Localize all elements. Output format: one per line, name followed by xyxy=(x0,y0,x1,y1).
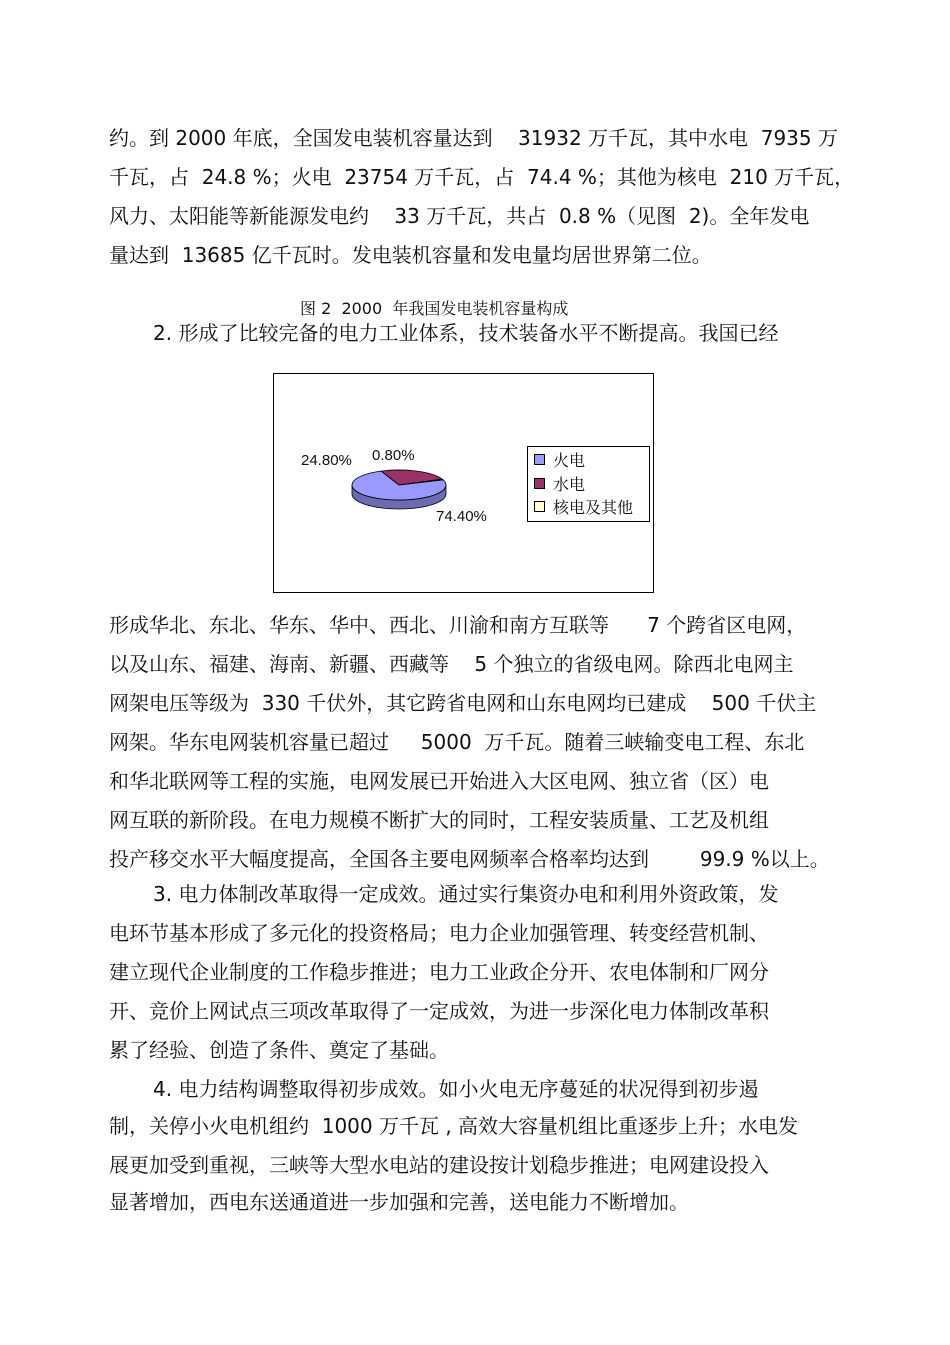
text-line: 投产移交水平大幅度提高，全国各主要电网频率合格率均达到 99.9 %以上。 xyxy=(109,847,830,871)
slice-label-hydro: 24.80% xyxy=(301,452,352,469)
legend-swatch-hydro xyxy=(534,478,545,489)
text-line: 建立现代企业制度的工作稳步推进；电力工业政企分开、农电体制和厂网分 xyxy=(109,960,769,984)
text-line: 和华北联网等工程的实施，电网发展已开始进入大区电网、独立省（区）电 xyxy=(109,769,769,793)
text-line: 网架。华东电网装机容量已超过 5000 万千瓦。随着三峡输变电工程、东北 xyxy=(109,730,805,754)
legend-label: 核电及其他 xyxy=(553,498,634,517)
text-line: 量达到 13685 亿千瓦时。发电装机容量和发电量均居世界第二位。 xyxy=(109,243,712,267)
text-line: 网架电压等级为 330 千伏外，其它跨省电网和山东电网均已建成 500 千伏主 xyxy=(109,691,817,715)
legend-label: 火电 xyxy=(553,451,586,470)
legend-item-thermal xyxy=(534,450,649,472)
legend-item-hydro xyxy=(534,474,649,496)
legend-swatch-thermal xyxy=(534,454,545,465)
text-line: 展更加受到重视，三峡等大型水电站的建设按计划稳步推进；电网建设投入 xyxy=(109,1153,769,1177)
text-line: 网互联的新阶段。在电力规模不断扩大的同时，工程安装质量、工艺及机组 xyxy=(109,808,769,832)
text-line: 3. 电力体制改革取得一定成效。通过实行集资办电和利用外资政策，发 xyxy=(153,882,779,906)
text-line: 开、竞价上网试点三项改革取得了一定成效，为进一步深化电力体制改革积 xyxy=(109,999,769,1023)
legend-swatch-other xyxy=(534,501,545,512)
text-line: 制，关停小火电机组约 1000 万千瓦 , 高效大容量机组比重逐步上升；水电发 xyxy=(109,1114,799,1138)
slice-label-other: 0.80% xyxy=(372,447,415,464)
text-line: 形成华北、东北、华东、华中、西北、川渝和南方互联等 7 个跨省区电网， xyxy=(109,613,807,637)
text-line: 千瓦，占 24.8 %；火电 23754 万千瓦，占 74.4 %；其他为核电 210 万千瓦， xyxy=(109,165,855,189)
slice-label-thermal: 74.40% xyxy=(436,508,487,525)
legend-label: 水电 xyxy=(553,475,586,494)
text-line: 电环节基本形成了多元化的投资格局；电力企业加强管理、转变经营机制、 xyxy=(109,921,769,945)
text-line: 约。到 2000 年底，全国发电装机容量达到 31932 万千瓦，其中水电 7935 万 xyxy=(109,126,838,150)
text-line: 4. 电力结构调整取得初步成效。如小火电无序蔓延的状况得到初步遏 xyxy=(153,1077,759,1101)
text-line: 风力、太阳能等新能源发电约 33 万千瓦，共占 0.8 %（见图 2)。全年发电 xyxy=(109,204,810,228)
text-line: 显著增加，西电东送通道进一步加强和完善，送电能力不断增加。 xyxy=(109,1190,689,1214)
figure-caption: 图 2 2000 年我国发电装机容量构成 xyxy=(300,299,569,318)
text-line: 2. 形成了比较完备的电力工业体系，技术装备水平不断提高。我国已经 xyxy=(153,321,779,345)
chart-legend xyxy=(527,446,650,522)
text-line: 以及山东、福建、海南、新疆、西藏等 5 个独立的省级电网。除西北电网主 xyxy=(109,652,794,676)
text-line: 累了经验、创造了条件、奠定了基础。 xyxy=(109,1038,449,1062)
pie-chart xyxy=(273,373,654,593)
legend-item-other xyxy=(534,497,649,519)
